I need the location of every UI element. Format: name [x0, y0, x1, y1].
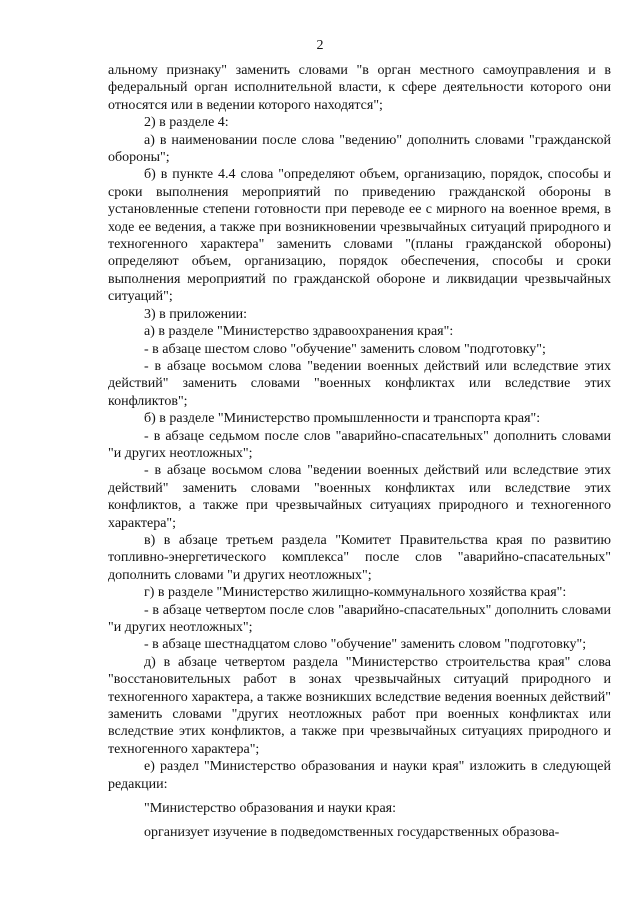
paragraph: - в абзаце шестом слово "обучение" заменить словом "подготовку"; [144, 341, 546, 357]
paragraph: а) в наименовании после слова "ведению" дополнить словами "гражданской обороны"; [108, 132, 611, 166]
paragraph: "Министерство образования и науки края: [144, 801, 397, 817]
paragraph: 2) в разделе 4: [144, 115, 229, 131]
paragraph: д) в абзаце четвертом раздела "Министерство строительства края" слова "восстановительных работ в зонах чрезвычайных ситуаций природного и техногенного характера, а также возникших вследствие ведения военных действий" заменить словами "других неотложных работ при военных конфликтах или вследствие этих конфликтов, а также при чрезвычайных ситуациях природного и техногенного характера"; [108, 654, 611, 757]
paragraph: б) в разделе "Министерство промышленности и транспорта края": [144, 411, 541, 427]
paragraph: е) раздел "Министерство образования и науки края" изложить в следующей редакции: [108, 759, 611, 792]
paragraph: б) в пункте 4.4 слова "определяют объем, организацию, порядок, способы и сроки выполнения мероприятий по приведению гражданской обороны в установленные степени готовности при переводе ее с мирного на военное время, в ходе ее ведения, а также при возникновении чрезвычайных ситуаций природного и техногенного характера" заменить словами "(планы гражданской обороны) определяют объем, организацию, порядок обеспечения, способы и сроки выполнения мероприятий по гражданской обороне и ликвидации чрезвычайных ситуаций"; [108, 167, 611, 305]
page-number: 2 [316, 38, 324, 53]
paragraph: - в абзаце четвертом после слов "аварийно-спасательных" дополнить словами "и других неотложных"; [108, 602, 611, 635]
paragraph: - в абзаце восьмом слова "ведении военных действий или вследствие этих действий" заменить словами "военных конфликтах или вследствие этих конфликтов"; [108, 358, 611, 409]
paragraph: а) в разделе "Министерство здравоохранения края": [144, 324, 454, 340]
paragraph: организует изучение в подведомственных государственных образова- [144, 825, 560, 841]
paragraph: в) в абзаце третьем раздела "Комитет Правительства края по развитию топливно-энергетического комплекса" после слов "аварийно-спасательных" дополнить словами "и других неотложных"; [108, 532, 611, 583]
paragraph: - в абзаце шестнадцатом слово "обучение" заменить словом "подготовку"; [144, 637, 587, 653]
paragraph: - в абзаце восьмом слова "ведении военных действий или вследствие этих действий" заменить словами "военных конфликтах или вследствие этих конфликтов, а также при чрезвычайных ситуациях природного и техногенного характера"; [108, 463, 611, 531]
paragraph: - в абзаце седьмом после слов "аварийно-спасательных" дополнить словами "и других неотложных"; [108, 428, 611, 461]
document-body [108, 62, 611, 842]
paragraph: альному признаку" заменить словами "в орган местного самоуправления и в федеральный орган исполнительной власти, к сфере деятельности которого они относятся или в ведении которого находятся"; [108, 63, 611, 113]
paragraph: 3) в приложении: [144, 306, 247, 322]
paragraph: г) в разделе "Министерство жилищно-коммунального хозяйства края": [144, 585, 567, 601]
